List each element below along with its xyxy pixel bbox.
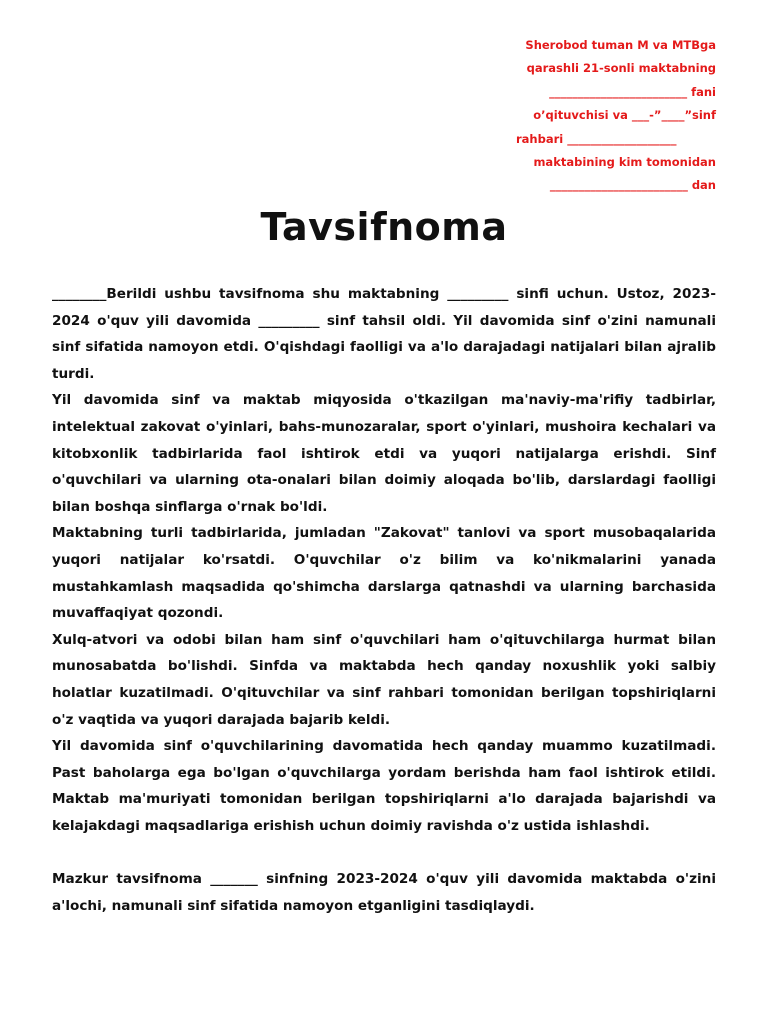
- header-line-1: Sherobod tuman M va MTBga: [525, 38, 716, 52]
- paragraph-achievements: Maktabning turli tadbirlarida, jumladan "Zakovat" tanlovi va sport musobaqalarida yuqori natijalar ko'rsatdi. O'quvchilar o'z bilim va ko'nikmalarini yanada mustahkamlash maqsadida qo'shimcha darslarga qatnashdi va ularning barchasida muvaffaqiyat qozondi.: [52, 525, 716, 622]
- header-line-3: ________________________ fani: [549, 84, 716, 99]
- paragraph-behavior: Xulq-atvori va odobi bilan ham sinf o'quvchilari ham o'qituvchilarga hurmat bilan munosabatda bo'lishdi. Sinfda va maktabda hech qanday noxushlik yoki salbiy holatlar kuzatilmadi. O'qituvchilar va sinf rahbari tomonidan berilgan topshiriqlarni o'z vaqtida va yuqori darajada bajarib keldi.: [52, 631, 716, 728]
- header-line-4: o’qituvchisi va ___-”____”sinf: [533, 108, 716, 123]
- paragraph-activities: Yil davomida sinf va maktab miqyosida o'tkazilgan ma'naviy-ma'rifiy tadbirlar, intelektual zakovat o'yinlari, bahs-munozaralar, sport o'yinlari, mushoira kechalari va kitobxonlik tadbirlarida faol ishtirok etdi va yuqori natijalarga erishdi. Sinf o'quvchilari va ularning ota-onalari bilan doimiy aloqada bo'lib, darslardagi faolligi bilan boshqa sinflarga o'rnak bo'ldi.: [52, 392, 716, 515]
- document-title: Tavsifnoma: [260, 205, 508, 249]
- paragraph-intro: ________Berildi ushbu tavsifnoma shu maktabning _________ sinfi uchun. Ustoz, 2023-2024 o'quv yili davomida _________ sinf tahsil oldi. Yil davomida sinf o'zini namunali sinf sifatida namoyon etdi. O'qishdagi faolligi va a'lo darajadagi natijalari bilan ajralib turdi.: [52, 286, 716, 382]
- header-line-5: rahbari ___________________: [516, 131, 677, 146]
- paragraph-attendance: Yil davomida sinf o'quvchilarining davomatida hech qanday muammo kuzatilmadi. Past baholarga ega bo'lgan o'quvchilarga yordam berishda ham faol ishtirok etildi. Maktab ma'muriyati tomonidan berilgan topshiriqlarni a'lo darajada bajarishdi va kelajakdagi maqsadlariga erishish uchun doimiy ravishda o'z ustida ishlashdi.: [52, 738, 716, 834]
- header-line-2: qarashli 21-sonli maktabning: [526, 61, 716, 76]
- paragraph-conclusion: Mazkur tavsifnoma _______ sinfning 2023-2024 o'quv yili davomida maktabda o'zini a'lochi, namunali sinf sifatida namoyon etganligini tasdiqlaydi.: [52, 871, 716, 914]
- addressee-header: [516, 34, 716, 198]
- header-line-6: maktabining kim tomonidan: [533, 155, 716, 170]
- document-body: [52, 281, 716, 919]
- header-line-7: ________________________ dan: [549, 178, 716, 193]
